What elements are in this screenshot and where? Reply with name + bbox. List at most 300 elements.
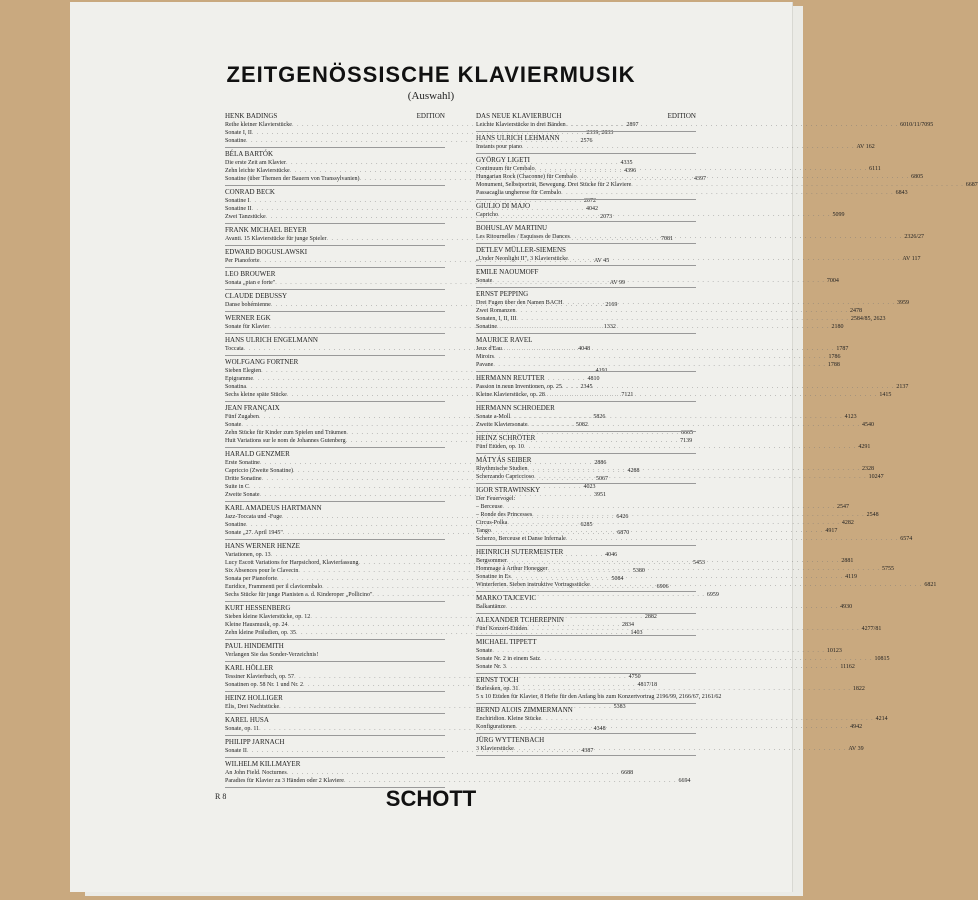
leader-dots xyxy=(528,465,861,473)
edition-number: 6574 xyxy=(900,536,913,542)
divider xyxy=(225,401,445,402)
divider xyxy=(225,223,445,224)
leader-dots xyxy=(562,383,895,391)
work-row xyxy=(476,519,854,527)
work-title: Jazz-Toccata und -Fuge xyxy=(225,514,282,520)
edition-number: 6870 xyxy=(617,530,630,536)
work-title: Fünf Etüden, op. 10 xyxy=(476,444,524,450)
edition-number: 5826 xyxy=(593,414,606,420)
edition-number: 7121 xyxy=(621,392,634,398)
edition-number: 10815 xyxy=(874,656,890,662)
edition-number: 5453 xyxy=(693,560,706,566)
work-title: Per Pianoforte xyxy=(225,258,260,264)
work-title: Sonate für Klavier xyxy=(225,324,270,330)
work-title: Sonatine II xyxy=(225,206,252,212)
work-row xyxy=(476,143,875,151)
leader-dots xyxy=(503,503,836,511)
work-title: Paradies für Klavier zu 3 Händen oder 2 Klaviere xyxy=(225,778,344,784)
divider xyxy=(476,591,696,592)
edition-number: 2326/27 xyxy=(904,234,924,240)
composer-name: KARL HÖLLER xyxy=(225,664,274,672)
leader-dots xyxy=(507,519,840,527)
work-title: Fünf Konzert-Etüden xyxy=(476,626,528,632)
edition-number: 5082 xyxy=(575,422,588,428)
edition-number: 2576 xyxy=(580,138,593,144)
work-title: Leichte Klavierstücke in drei Bänden xyxy=(476,122,566,128)
work-row xyxy=(476,715,888,723)
edition-number: 4810 xyxy=(587,376,600,382)
composer-name: KURT HESSENBERG xyxy=(225,604,291,612)
work-row xyxy=(476,745,864,753)
edition-number: 2328 xyxy=(862,466,874,472)
work-row xyxy=(476,581,937,589)
divider xyxy=(225,601,445,602)
work-title: Sonata „pian e forte" xyxy=(225,280,276,286)
divider xyxy=(476,333,696,334)
edition-number: AV 39 xyxy=(848,746,864,752)
divider xyxy=(225,311,445,312)
leader-dots xyxy=(491,527,824,535)
work-title: Rhythmische Studien xyxy=(476,466,528,472)
divider xyxy=(476,431,696,432)
composer-name: MAURICE RAVEL xyxy=(476,336,533,344)
composer-name: GIULIO DI MAJO xyxy=(476,202,531,210)
work-row xyxy=(476,277,839,285)
composer-name: BOHUSLAV MARTINU xyxy=(476,224,548,232)
leader-dots xyxy=(568,255,901,263)
work-title: Drei Fugen über den Namen BACH xyxy=(476,300,563,306)
edition-number: 6687 xyxy=(965,182,978,188)
work-title: Bergsommer xyxy=(476,558,507,564)
composer-name: HENK BADINGS xyxy=(225,112,278,120)
work-title: Hungarian Rock (Chaconne) für Cembalo xyxy=(476,174,577,180)
edition-number: 2886 xyxy=(594,460,607,466)
work-title: – Berceuse xyxy=(476,504,503,510)
edition-number: 2897 xyxy=(626,122,639,128)
work-title: Pavane xyxy=(476,362,494,368)
divider xyxy=(225,691,445,692)
leader-dots xyxy=(590,581,923,589)
composer-name: EDWARD BOGUSLAWSKI xyxy=(225,248,308,256)
edition-number: 4750 xyxy=(628,674,641,680)
leader-dots xyxy=(566,121,899,129)
composer-name: HANS WERNER HENZE xyxy=(225,542,300,550)
work-row xyxy=(476,181,978,189)
work-title: Reihe kleiner Klavierstücke xyxy=(225,122,292,128)
composer-name: HARALD GENZMER xyxy=(225,450,290,458)
work-title: Kleine Hausmusik, op. 24 xyxy=(225,622,288,628)
work-row xyxy=(476,345,849,353)
work-title: Sonate xyxy=(476,278,493,284)
composer-name: FRANK MICHAEL BEYER xyxy=(225,226,307,234)
edition-number: 2547 xyxy=(837,504,849,510)
work-title: Elis, Drei Nachtstücke xyxy=(225,704,280,710)
work-row xyxy=(476,603,853,611)
work-title: Zehn Stücke für Kinder zum Spielen und Träumen xyxy=(225,430,347,436)
edition-number: 4930 xyxy=(840,604,853,610)
edition-number: 4817/18 xyxy=(637,682,658,688)
edition-number: 4942 xyxy=(850,724,863,730)
work-title: Euridice, Frammenti per il clavicembalo xyxy=(225,584,323,590)
edition-number: 4282 xyxy=(841,520,854,526)
edition-number: 6906 xyxy=(656,584,669,590)
work-row xyxy=(225,651,445,659)
composer-name: KARL AMADEUS HARTMANN xyxy=(225,504,322,512)
work-row xyxy=(476,165,881,173)
leader-dots xyxy=(540,655,873,663)
edition-number: 6010/11/7095 xyxy=(900,122,934,128)
edition-number: 4123 xyxy=(844,414,857,420)
leader-dots xyxy=(577,173,910,181)
divider xyxy=(225,447,445,448)
edition-number: 4335 xyxy=(620,160,633,166)
work-title: Les Ritournelles / Esquisses de Dances xyxy=(476,234,570,240)
work-row xyxy=(476,723,863,731)
work-title: Sonate II xyxy=(225,748,247,754)
divider xyxy=(225,185,445,186)
work-row xyxy=(476,323,844,331)
work-title: An John Field. Nocturnes xyxy=(225,770,287,776)
edition-number: 1788 xyxy=(827,362,840,368)
composer-name: IGOR STRAWINSKY xyxy=(476,486,541,494)
work-row xyxy=(225,367,608,375)
work-row xyxy=(476,503,849,511)
leader-dots xyxy=(524,443,857,451)
composer-name: JEAN FRANÇAIX xyxy=(225,404,280,412)
leader-dots xyxy=(541,715,874,723)
edition-number: 2881 xyxy=(841,558,854,564)
work-title: Variationen, op. 13 xyxy=(225,552,271,558)
edition-number: 6959 xyxy=(706,592,719,598)
edition-number: 1332 xyxy=(603,324,616,330)
edition-number: 2169 xyxy=(605,302,618,308)
catalog-page xyxy=(70,2,978,892)
work-title: Instants pour piano xyxy=(476,144,522,150)
edition-number: 4291 xyxy=(858,444,871,450)
work-row xyxy=(225,777,691,785)
composer-name xyxy=(476,112,696,121)
edition-number: 10247 xyxy=(868,474,884,480)
edition-number: 5383 xyxy=(613,704,626,710)
edition-header: EDITION xyxy=(416,112,445,120)
edition-number: AV 162 xyxy=(856,144,875,150)
work-row xyxy=(225,429,693,437)
work-title: Sonatine xyxy=(225,138,246,144)
edition-number: 5380 xyxy=(632,568,645,574)
leader-dots xyxy=(532,511,865,519)
work-title: Sieben kleine Klavierstücke, op. 12 xyxy=(225,614,311,620)
composer-name: HERMANN REUTTER xyxy=(476,374,545,382)
edition-number: 6805 xyxy=(911,174,924,180)
divider xyxy=(225,661,445,662)
divider xyxy=(476,673,696,674)
work-title: Sonate Nr. 2 in einem Satz xyxy=(476,656,540,662)
divider xyxy=(476,545,696,546)
leader-dots xyxy=(566,535,899,543)
leader-dots xyxy=(287,769,620,777)
work-row xyxy=(476,655,890,663)
leader-dots xyxy=(498,211,831,219)
work-title: Scherzo, Berceuse et Danse Infernale xyxy=(476,536,566,542)
work-title: Dritte Sonatine xyxy=(225,476,262,482)
edition-number: 4540 xyxy=(861,422,874,428)
work-title: Balkantänze xyxy=(476,604,506,610)
composer-name: PAUL HINDEMITH xyxy=(225,642,284,650)
edition-number: 5067 xyxy=(596,476,608,482)
edition-number: 1822 xyxy=(852,686,865,692)
composer-name: ERNST TOCH xyxy=(476,676,519,684)
work-title: Sonate, op. 11 xyxy=(225,726,260,732)
work-title: Sonate xyxy=(476,648,493,654)
composer-name: JÜRG WYTTENBACH xyxy=(476,736,545,744)
edition-number: 6694 xyxy=(678,778,691,784)
composer-name: GYÖRGY LIGETI xyxy=(476,156,530,164)
divider xyxy=(225,147,445,148)
divider xyxy=(476,153,696,154)
edition-number: 5084 xyxy=(611,576,624,582)
work-title: Zehn kleine Präludien, op. 35 xyxy=(225,630,296,636)
divider xyxy=(225,245,445,246)
work-row xyxy=(476,255,921,263)
work-title: – Ronde des Princesses xyxy=(476,512,533,518)
leader-dots xyxy=(502,345,835,353)
composer-name: LEO BROUWER xyxy=(225,270,276,278)
work-title: Der Feuervogel: xyxy=(476,496,516,502)
divider xyxy=(225,289,445,290)
leader-dots xyxy=(506,603,839,611)
work-title: Capriccio (Zweite Sonatine) xyxy=(225,468,293,474)
divider xyxy=(476,221,696,222)
work-title: Sonatine xyxy=(225,522,246,528)
edition-number: 2478 xyxy=(850,308,862,314)
edition-number: AV 45 xyxy=(594,258,610,264)
edition-number: 7081 xyxy=(661,236,674,242)
work-title: Miroirs xyxy=(476,354,494,360)
divider xyxy=(476,401,696,402)
leader-dots xyxy=(547,565,880,573)
leader-dots xyxy=(516,307,849,315)
composer-name: MÁTYÁS SEIBER xyxy=(476,456,532,464)
work-row xyxy=(476,465,874,473)
edition-number: 6665 xyxy=(680,430,693,436)
composer-name: CLAUDE DEBUSSY xyxy=(225,292,288,300)
work-row xyxy=(476,535,913,543)
work-title: Verlangen Sie das Sonder-Verzeichnis! xyxy=(225,652,319,658)
work-row xyxy=(476,383,909,391)
work-title: Fünf Zugaben xyxy=(225,414,259,420)
composer-name: BERND ALOIS ZIMMERMANN xyxy=(476,706,573,714)
divider xyxy=(476,265,696,266)
work-title: Sonatine (über Themen der Bauern von Transsylvanien) xyxy=(225,176,360,182)
divider xyxy=(225,539,445,540)
work-row xyxy=(476,473,884,481)
edition-number: 2345 xyxy=(580,384,593,390)
edition-number: 3959 xyxy=(896,300,909,306)
work-row xyxy=(476,495,696,503)
leader-dots xyxy=(518,685,851,693)
divider xyxy=(476,483,696,484)
work-title: Avanti. 15 Klavierstücke für junge Spieler xyxy=(225,236,327,242)
work-row xyxy=(476,299,909,307)
leader-dots xyxy=(494,353,827,361)
divider xyxy=(476,755,696,756)
edition-number: 6821 xyxy=(924,582,937,588)
work-title: Passion in neun Inventionen, op. 25 xyxy=(476,384,562,390)
divider xyxy=(225,735,445,736)
edition-number: 2196/99, 2166/67, 2161/62 xyxy=(656,694,722,700)
leader-dots xyxy=(522,143,855,151)
edition-number: 6111 xyxy=(869,166,881,172)
edition-number: 4288 xyxy=(627,468,640,474)
composer-name: BÉLA BARTÓK xyxy=(225,150,273,158)
work-title: Hommage à Arthur Honegger xyxy=(476,566,548,572)
edition-number: 4396 xyxy=(624,168,637,174)
edition-number: 3951 xyxy=(594,492,606,498)
edition-number: 4042 xyxy=(586,206,598,212)
work-title: Huit Variations sur le nom de Johannes Gutenberg xyxy=(225,438,346,444)
edition-number: 6426 xyxy=(616,514,629,520)
edition-number: 4277/81 xyxy=(861,626,882,632)
leader-dots xyxy=(516,723,849,731)
edition-number xyxy=(318,651,320,659)
divider xyxy=(476,613,696,614)
divider xyxy=(225,267,445,268)
edition-number: 4397 xyxy=(694,176,707,182)
work-row xyxy=(476,233,924,241)
edition-number: 6843 xyxy=(895,190,908,196)
work-row xyxy=(476,189,908,197)
work-title: Burlesken, op. 31 xyxy=(476,686,519,692)
edition-number: 1415 xyxy=(879,392,892,398)
edition-number: 4348 xyxy=(593,726,606,732)
work-row xyxy=(476,421,874,429)
work-row xyxy=(476,573,857,581)
edition-number: 6285 xyxy=(580,522,593,528)
work-title: Passacaglia ungherese für Cembalo xyxy=(476,190,562,196)
composer-name: ERNST PEPPING xyxy=(476,290,529,298)
work-title: Die erste Zeit am Klavier xyxy=(225,160,286,166)
work-title: Winterferien. Sieben instruktive Vortragsstücke xyxy=(476,582,590,588)
composer-name: DETLEV MÜLLER-SIEMENS xyxy=(476,246,566,254)
composer-name: KAREL HUSA xyxy=(225,716,269,724)
edition-number: 6688 xyxy=(621,770,634,776)
work-title: Toccata xyxy=(225,346,244,352)
edition-number: 4046 xyxy=(605,552,618,558)
work-title: Suite in C xyxy=(225,484,250,490)
composer-name: HEINZ SCHRÖTER xyxy=(476,434,536,442)
composer-name: EMILE NAOUMOFF xyxy=(476,268,539,276)
edition-number: 2584/85, 2623 xyxy=(850,316,886,322)
composer-name: CONRAD BECK xyxy=(225,188,275,196)
edition-number: 4023 xyxy=(583,484,596,490)
work-title: Sechs kleine späte Stücke xyxy=(225,392,287,398)
work-title: 3 Klavierstücke xyxy=(476,746,514,752)
work-title: Tango xyxy=(476,528,491,534)
work-title: Monument, Selbstporträt, Bewegung. Drei Stücke für 2 Klaviere xyxy=(476,182,632,188)
work-row xyxy=(476,315,886,323)
work-row xyxy=(225,769,634,777)
divider xyxy=(225,501,445,502)
divider xyxy=(476,287,696,288)
divider xyxy=(476,635,696,636)
leader-dots xyxy=(514,745,847,753)
edition-header: EDITION xyxy=(667,112,696,120)
work-row xyxy=(476,511,879,519)
edition-number: 4191 xyxy=(595,368,608,374)
work-title: Circus-Polka xyxy=(476,520,508,526)
edition-number: 11162 xyxy=(840,664,855,670)
edition-number: 2339, 2833 xyxy=(586,130,614,136)
edition-number: 4917 xyxy=(825,528,838,534)
work-row xyxy=(476,391,892,399)
composer-name: HERMANN SCHROEDER xyxy=(476,404,555,412)
publisher-logo: SCHOTT xyxy=(385,786,477,811)
edition-number: 1403 xyxy=(630,630,643,636)
work-row xyxy=(476,121,934,129)
edition-number: 4119 xyxy=(845,574,857,580)
composer-name: HANS ULRICH ENGELMANN xyxy=(225,336,318,344)
edition-number: 2137 xyxy=(896,384,909,390)
edition-number: 1786 xyxy=(828,354,841,360)
work-title: Sonata per Pianoforte xyxy=(225,576,277,582)
work-title: Six Absences pour le Clavecin xyxy=(225,568,299,574)
leader-dots xyxy=(562,299,895,307)
composer-name: WILHELM KILLMAYER xyxy=(225,760,301,768)
work-row xyxy=(476,361,840,369)
leader-dots xyxy=(506,663,839,671)
edition-number: 4387 xyxy=(581,748,594,754)
work-row xyxy=(476,211,845,219)
leader-dots xyxy=(535,165,868,173)
work-title: Sonate „27. April 1945" xyxy=(225,530,283,536)
leader-dots xyxy=(344,777,677,785)
work-row xyxy=(476,353,841,361)
leader-dots xyxy=(545,391,878,399)
edition-number: 5099 xyxy=(832,212,845,218)
divider xyxy=(476,243,696,244)
work-title: 5 x 10 Etüden für Klavier, 8 Hefte für den Anfang bis zum Konzertvortrag xyxy=(476,694,655,700)
composer-name: HANS ULRICH LEHMANN xyxy=(476,134,560,142)
edition-number: 1787 xyxy=(836,346,849,352)
page-subtitle: (Auswahl) xyxy=(407,90,455,102)
work-title: Danse bohémienne xyxy=(225,302,271,308)
divider xyxy=(476,199,696,200)
composer-name-text: DAS NEUE KLAVIERBUCH xyxy=(476,112,562,120)
edition-number: AV 99 xyxy=(609,280,626,286)
leader-dots xyxy=(492,277,825,285)
divider xyxy=(225,713,445,714)
divider xyxy=(476,131,696,132)
work-title: Tessiner Klavierbuch, op. 57 xyxy=(225,674,295,680)
leader-dots xyxy=(561,189,894,197)
work-title: Sonate Nr. 3 xyxy=(476,664,506,670)
work-row xyxy=(476,443,871,451)
edition-number: 2834 xyxy=(622,622,634,628)
leader-dots xyxy=(507,557,840,565)
work-title: Sieben Elegien xyxy=(225,368,262,374)
composer-name: MARKO TAJCEVIC xyxy=(476,594,537,602)
divider xyxy=(476,733,696,734)
work-row xyxy=(476,663,855,671)
divider xyxy=(225,639,445,640)
work-title: Sonatine in Es xyxy=(476,574,511,580)
leader-dots xyxy=(510,413,843,421)
leader-dots xyxy=(497,323,830,331)
work-title: „Under Neonlight II", 3 Klavierstücke xyxy=(476,256,568,262)
work-title: Sonatine xyxy=(476,324,497,330)
work-row xyxy=(476,693,722,701)
edition-number: 5755 xyxy=(881,566,894,572)
